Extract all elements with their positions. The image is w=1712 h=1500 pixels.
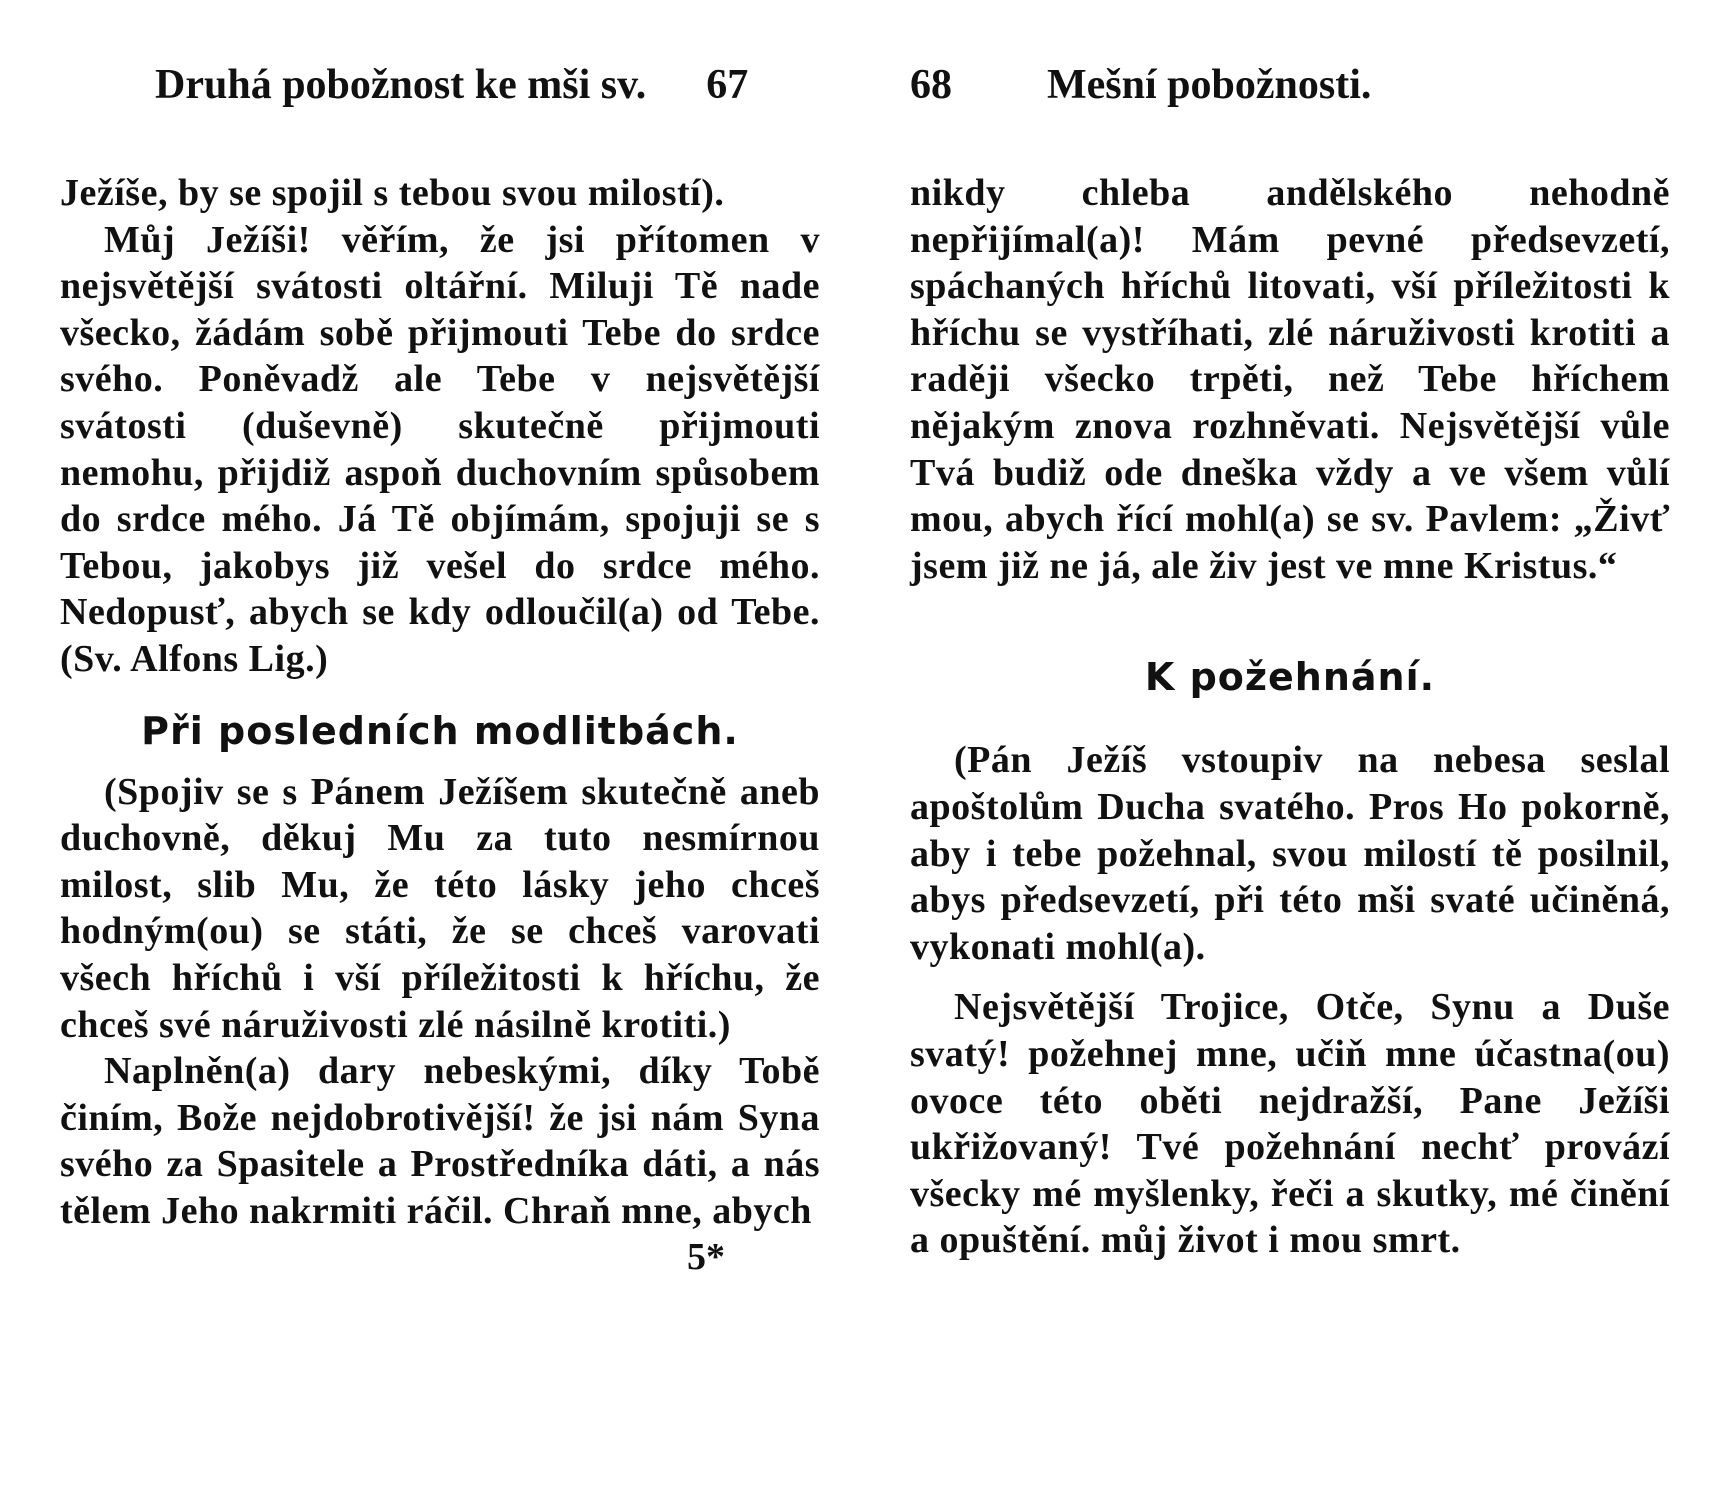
left-paragraph-1: Ježíše, by se spojil s tebou svou milostí). [60, 172, 725, 214]
left-header-title: Druhá pobožnost ke mši sv. [155, 62, 647, 108]
left-paragraph-3: (Spojiv se s Pánem Ježíšem skutečně aneb duchovně, děkuj Mu za tuto nesmírnou milost, slib Mu, že této lásky jeho chceš hodným(ou) se státi, že se chceš varovati všech hříchů i vší příležitosti k hříchu, že chceš své náruživosti zlé násilně krotiti.) [60, 770, 820, 1046]
left-body [60, 170, 820, 683]
left-page [60, 50, 820, 1280]
right-paragraph-1: nikdy chleba andělského nehodně nepřijímal(a)! Mám pevné předsevzetí, spáchaných hříchů litovati, vší příležitosti k hříchu se vystříhati, zlé náruživosti krotiti a raději všecko trpěti, než Tebe hříchem nějakým znova rozhněvati. Nejsvětější vůle Tvá budiž ode dneška vždy a ve všem vůlí mou, abych řící mohl(a) se sv. Pavlem: „Živť jsem již ne já, ale živ jest ve mne Kristus.“ [910, 172, 1670, 587]
left-paragraph-4: Naplněn(a) dary nebeskými, díky Tobě činím, Bože nejdobrotivější! že jsi nám Syna svého za Spasitele a Prostředníka dáti, a nás tělem Jeho nakrmiti ráčil. Chraň mne, abych [60, 1050, 820, 1232]
left-section-title: Při posledních modlitbách. [141, 708, 739, 753]
right-body-2 [910, 737, 1670, 1264]
left-body-2 [60, 769, 820, 1235]
left-running-head [60, 50, 820, 120]
right-paragraph-3: Nejsvětější Trojice, Otče, Synu a Duše svatý! požehnej mne, učiň mne účastna(ou) ovoce této oběti nejdražší, Pane Ježíši ukřižovaný! Tvé požehnání nechť provází všecky mé myšlenky, řeči a skutky, mé činění a opuštění. můj život i mou smrt. [910, 986, 1670, 1262]
left-page-number: 67 [706, 62, 749, 108]
right-paragraph-2: (Pán Ježíš vstoupiv na nebesa seslal apoštolům Ducha svatého. Pros Ho pokorně, aby i tebe požehnal, svou milostí tě posilnil, abys předsevzetí, při této mši svaté učiněná, vykonati mohl(a). [910, 739, 1670, 968]
right-running-head [910, 50, 1670, 120]
right-page-number: 68 [910, 62, 952, 108]
right-body [910, 170, 1670, 589]
right-page [910, 50, 1670, 1264]
paragraph-gap [910, 970, 1670, 984]
right-section-title: K požehnání. [1144, 655, 1436, 700]
right-header-title: Mešní pobožnosti. [1047, 62, 1372, 108]
left-paragraph-2: Můj Ježíši! věřím, že jsi přítomen v nejsvětější svátosti oltářní. Miluji Tě nade všecko, žádám sobě přijmouti Tebe do srdce svého. Poněvadž ale Tebe v nejsvětější svátosti (duševně) skutečně přijmouti nemohu, přijdiž aspoň duchovním spůsobem do srdce mého. Já Tě objímám, spojuji se s Tebou, jakobys již vešel do srdce mého. Nedopusť, abych se kdy odloučil(a) od Tebe. (Sv. Alfons Lig.) [60, 218, 820, 680]
signature-mark: 5* [687, 1236, 725, 1279]
